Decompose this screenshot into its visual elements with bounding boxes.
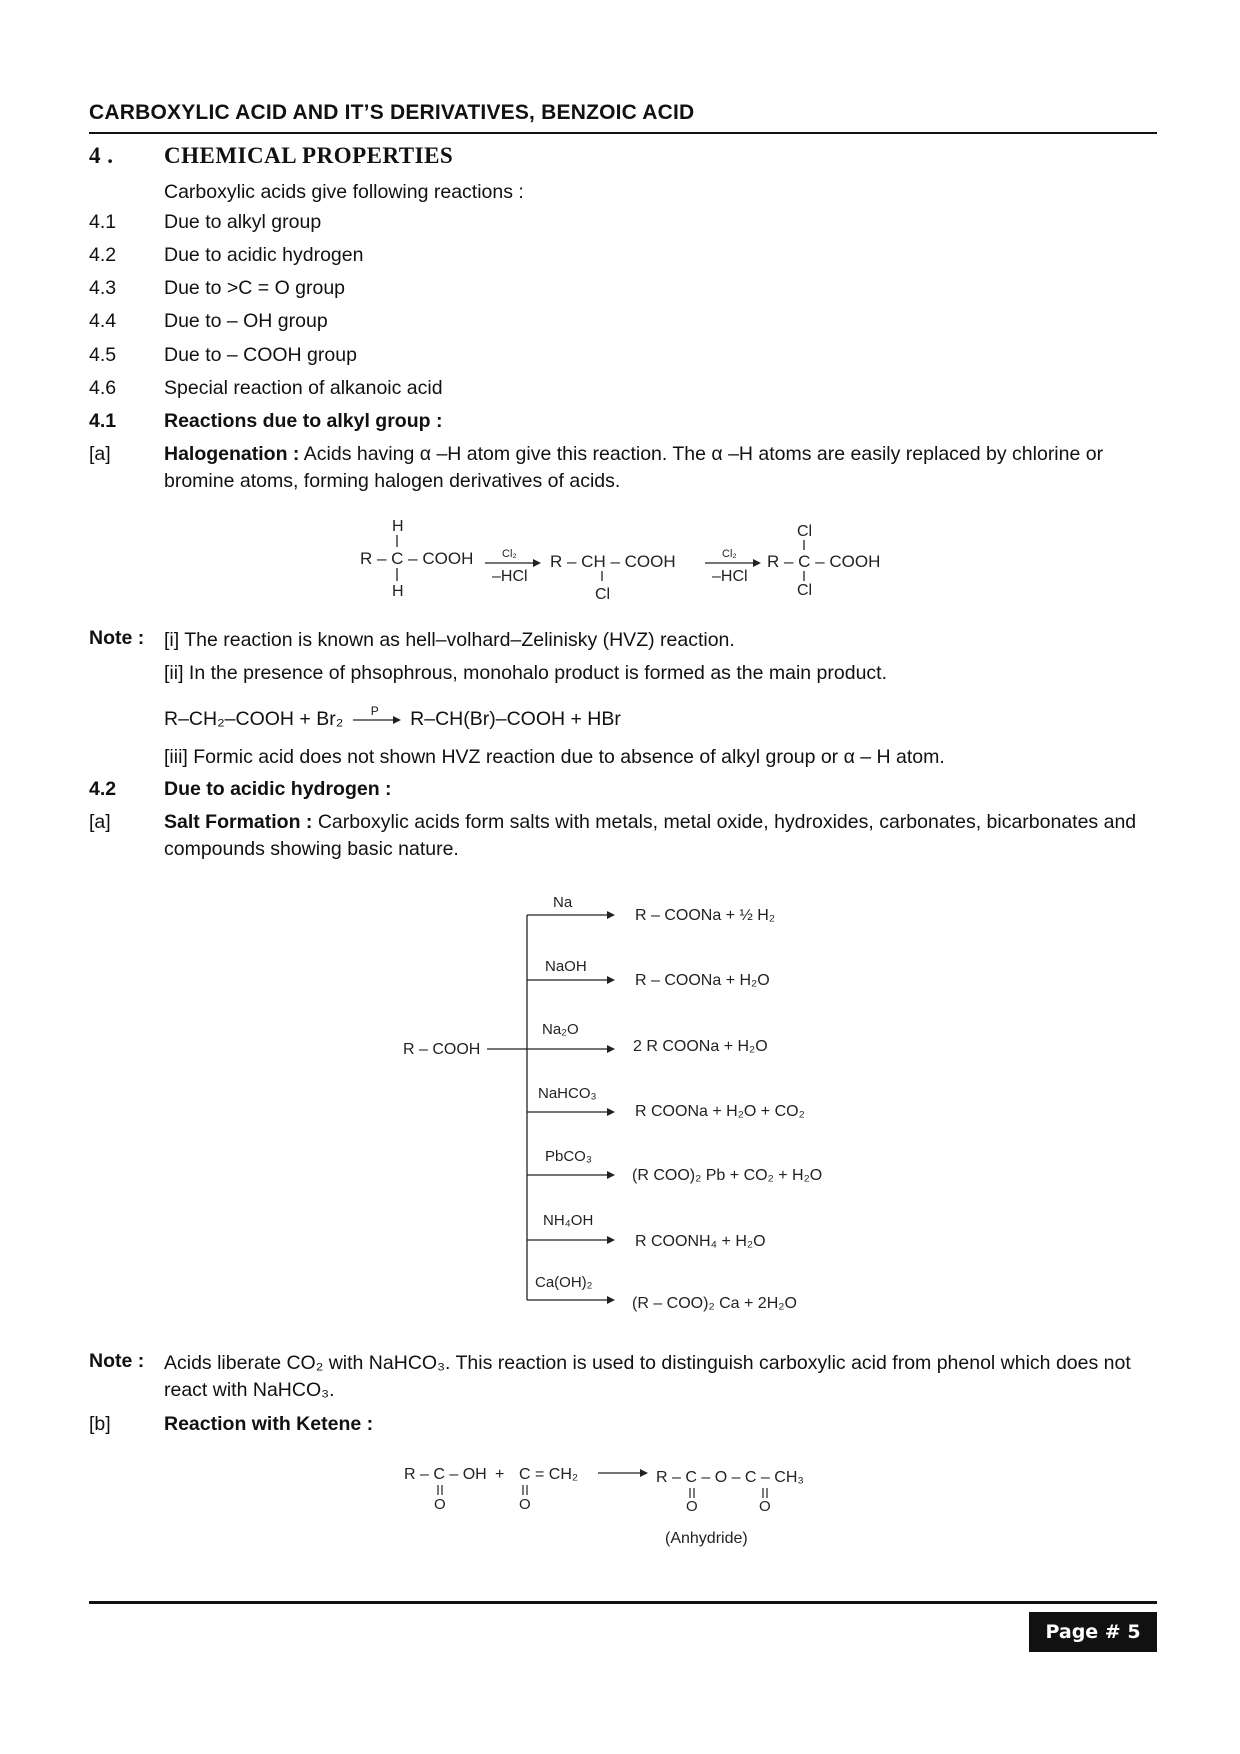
list-item-text: Due to acidic hydrogen	[164, 244, 364, 266]
hvz-mid-bottom: Cl	[595, 586, 611, 603]
salt-reagent: Na	[553, 894, 573, 911]
ketene-oxygen: O	[519, 1496, 531, 1513]
hvz-reaction-scheme	[350, 515, 910, 610]
salt-product: (R COO)₂ Pb + CO₂ + H₂O	[632, 1167, 823, 1184]
note-label: Note :	[89, 1350, 145, 1372]
note-i: [i] The reaction is known as hell–volhard–Zelinisky (HVZ) reaction.	[164, 629, 735, 651]
list-item-text: Due to – COOH group	[164, 344, 357, 366]
hvz-left-top: H	[392, 518, 404, 535]
list-item-number: 4.1	[89, 211, 117, 233]
ketene-reactant-2: C = CH₂	[519, 1466, 579, 1483]
salt-formation-text: Carboxylic acids form salts with metals, metal oxide, hydroxides, carbonates, bicarbonates and compounds showing basic nature.	[164, 811, 1137, 860]
salt-formation-title: Salt Formation :	[164, 811, 313, 833]
subsection-number: 4.1	[89, 410, 117, 432]
list-item-text: Due to alkyl group	[164, 211, 322, 233]
equation-arrow-label: P	[370, 703, 379, 718]
salt-branch	[527, 958, 770, 989]
header-rule	[89, 132, 1157, 134]
hvz-arrow2-bottom: –HCl	[712, 568, 748, 585]
salt-reagent: Na₂O	[542, 1021, 579, 1038]
salt-product: R – COONa + H₂O	[635, 972, 770, 989]
ketene-plus: +	[495, 1466, 505, 1483]
salt-branch	[527, 894, 775, 924]
item-label: [b]	[89, 1413, 111, 1435]
salt-reagent: PbCO₃	[545, 1148, 592, 1165]
note-iii: [iii] Formic acid does not shown HVZ reaction due to absence of alkyl group or α – H atom.	[164, 746, 945, 768]
hvz-right-bottom: Cl	[797, 582, 813, 599]
salt-formation-scheme	[395, 890, 865, 1322]
list-item-number: 4.4	[89, 310, 117, 332]
section-number: 4 .	[89, 143, 114, 168]
list-item-number: 4.2	[89, 244, 117, 266]
note-ii: [ii] In the presence of phsophrous, monohalo product is formed as the main product.	[164, 662, 887, 684]
section-heading	[89, 143, 454, 169]
note-co2-text: Acids liberate CO₂ with NaHCO₃. This reaction is used to distinguish carboxylic acid from phenol which does not react with NaHCO₃.	[164, 1352, 1131, 1401]
intro-text: Carboxylic acids give following reactions :	[164, 181, 524, 203]
hvz-arrow1-bottom: –HCl	[492, 568, 528, 585]
hvz-left-main: R – C – COOH	[360, 549, 474, 568]
hvz-mid-main: R – CH – COOH	[550, 552, 676, 571]
hvz-right-main: R – C – COOH	[767, 552, 881, 571]
salt-branch	[527, 1148, 822, 1184]
ketene-oxygen: O	[759, 1498, 771, 1515]
salt-reagent: Ca(OH)₂	[535, 1274, 593, 1291]
note-label: Note :	[89, 627, 145, 649]
ketene-heading: Reaction with Ketene :	[164, 1413, 374, 1435]
salt-branch	[527, 1085, 805, 1120]
list-item-text: Due to >C = O group	[164, 277, 346, 299]
ketene-product: R – C – O – C – CH₃	[656, 1469, 804, 1486]
hvz-arrow2-top: Cl₂	[722, 548, 737, 560]
hvz-left-bottom: H	[392, 583, 404, 600]
hvz-equation	[164, 703, 1164, 733]
salt-reagent: NH₄OH	[543, 1212, 594, 1229]
list-item-number: 4.5	[89, 344, 117, 366]
item-label: [a]	[89, 811, 111, 833]
hvz-right-top: Cl	[797, 523, 813, 540]
salt-product: (R – COO)₂ Ca + 2H₂O	[632, 1295, 797, 1312]
salt-reactant: R – COOH	[403, 1041, 481, 1058]
halogenation-title: Halogenation :	[164, 443, 300, 465]
ketene-oxygen: O	[686, 1498, 698, 1515]
equation-arrow	[349, 703, 405, 730]
footer-rule	[89, 1601, 1157, 1604]
list-item-number: 4.6	[89, 377, 117, 399]
equation-right: R–CH(Br)–COOH + HBr	[410, 708, 621, 730]
halogenation-text: Acids having α –H atom give this reaction. The α –H atoms are easily replaced by chlorine or bromine atoms, forming halogen derivatives of acids.	[164, 443, 1104, 492]
salt-branch	[527, 1274, 797, 1312]
page-number: Page # 5	[1029, 1612, 1157, 1652]
salt-product: R COONa + H₂O + CO₂	[635, 1103, 805, 1120]
halogenation-paragraph	[164, 441, 1164, 495]
ketene-oxygen: O	[434, 1496, 446, 1513]
ketene-reactant-1: R – C – OH	[404, 1466, 487, 1483]
equation-left: R–CH₂–COOH + Br₂	[164, 708, 344, 730]
section-title: CHEMICAL PROPERTIES	[164, 143, 454, 168]
salt-product: R – COONa + ½ H₂	[635, 907, 776, 924]
anhydride-label: (Anhydride)	[665, 1530, 748, 1547]
salt-formation-paragraph	[164, 809, 1164, 863]
subsection-number: 4.2	[89, 778, 117, 800]
item-label: [a]	[89, 443, 111, 465]
salt-reagent: NaOH	[545, 958, 587, 975]
list-item-text: Due to – OH group	[164, 310, 328, 332]
list-item-text: Special reaction of alkanoic acid	[164, 377, 443, 399]
ketene-reaction-scheme	[400, 1455, 860, 1555]
page-header-title: CARBOXYLIC ACID AND IT’S DERIVATIVES, BENZOIC ACID	[89, 101, 695, 124]
salt-product: 2 R COONa + H₂O	[633, 1038, 768, 1055]
salt-branch	[527, 1021, 768, 1055]
salt-product: R COONH₄ + H₂O	[635, 1233, 766, 1250]
subsection-title: Reactions due to alkyl group :	[164, 410, 443, 432]
list-item-number: 4.3	[89, 277, 117, 299]
salt-reagent: NaHCO₃	[538, 1085, 597, 1102]
salt-branch	[527, 1212, 766, 1250]
hvz-arrow1-top: Cl₂	[502, 548, 517, 560]
subsection-title: Due to acidic hydrogen :	[164, 778, 392, 800]
